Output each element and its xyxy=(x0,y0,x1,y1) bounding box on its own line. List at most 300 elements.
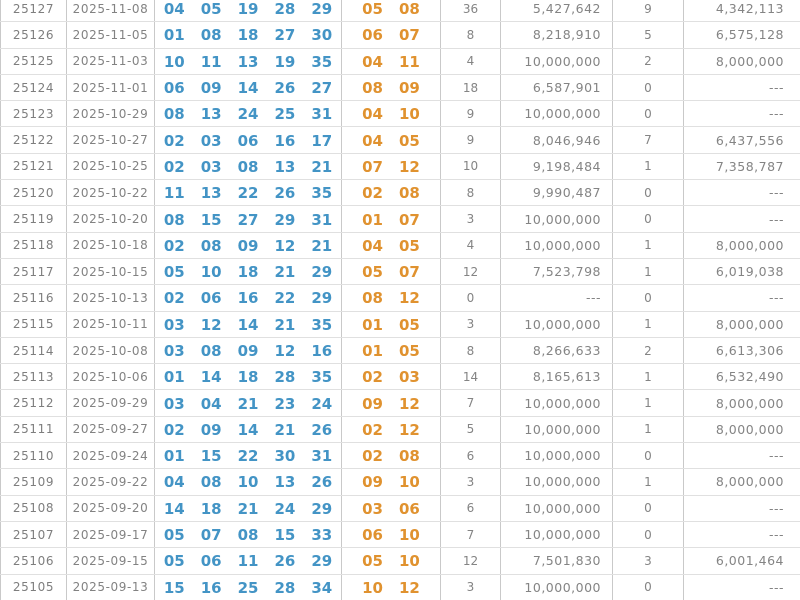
front-numbers-cell xyxy=(155,364,342,390)
amount1-cell: 6,587,901 xyxy=(501,74,613,100)
front-numbers-cell xyxy=(155,101,342,127)
date-cell: 2025-10-25 xyxy=(67,153,155,179)
count1-cell: 3 xyxy=(441,311,501,337)
amount2-cell: 6,437,556 xyxy=(684,127,800,153)
back-numbers-cell xyxy=(342,574,441,600)
issue-cell: 25116 xyxy=(1,285,67,311)
amount1-cell: --- xyxy=(501,285,613,311)
count1-cell: 7 xyxy=(441,521,501,547)
back-number: 06 xyxy=(362,526,383,545)
count2-cell: 1 xyxy=(613,469,684,495)
back-numbers-cell xyxy=(342,22,441,48)
table-row xyxy=(1,0,800,22)
front-numbers-cell xyxy=(155,153,342,179)
back-number: 08 xyxy=(399,447,420,466)
front-numbers-cell xyxy=(155,22,342,48)
issue-cell: 25124 xyxy=(1,74,67,100)
front-numbers-cell xyxy=(155,548,342,574)
front-number: 01 xyxy=(163,447,185,466)
front-number: 29 xyxy=(274,210,296,229)
issue-cell: 25120 xyxy=(1,180,67,206)
date-cell: 2025-10-18 xyxy=(67,232,155,258)
date-cell: 2025-10-08 xyxy=(67,337,155,363)
front-numbers-cell xyxy=(155,416,342,442)
amount1-cell: 10,000,000 xyxy=(501,206,613,232)
count2-cell: 1 xyxy=(613,390,684,416)
count1-cell: 36 xyxy=(441,0,501,22)
table-row xyxy=(1,469,800,495)
front-number: 17 xyxy=(311,131,333,150)
front-numbers-cell xyxy=(155,127,342,153)
front-number: 27 xyxy=(237,210,259,229)
front-number: 27 xyxy=(311,79,333,98)
front-number: 06 xyxy=(237,131,259,150)
front-numbers-cell xyxy=(155,443,342,469)
front-number: 13 xyxy=(274,157,296,176)
front-number: 28 xyxy=(274,368,296,387)
date-cell: 2025-09-22 xyxy=(67,469,155,495)
back-number: 10 xyxy=(399,552,420,571)
front-number: 03 xyxy=(200,131,222,150)
front-number: 14 xyxy=(237,420,259,439)
count2-cell: 1 xyxy=(613,232,684,258)
front-number: 11 xyxy=(163,184,185,203)
front-number: 35 xyxy=(311,368,333,387)
back-number: 07 xyxy=(399,26,420,45)
front-number: 09 xyxy=(200,420,222,439)
count2-cell: 1 xyxy=(613,258,684,284)
front-number: 31 xyxy=(311,447,333,466)
results-table-body xyxy=(1,0,800,600)
amount1-cell: 8,046,946 xyxy=(501,127,613,153)
back-numbers-cell xyxy=(342,337,441,363)
front-number: 26 xyxy=(274,184,296,203)
back-number: 02 xyxy=(362,184,383,203)
back-number: 10 xyxy=(399,526,420,545)
date-cell: 2025-10-22 xyxy=(67,180,155,206)
amount1-cell: 10,000,000 xyxy=(501,311,613,337)
front-number: 14 xyxy=(237,79,259,98)
date-cell: 2025-10-20 xyxy=(67,206,155,232)
front-number: 04 xyxy=(163,473,185,492)
back-numbers-cell xyxy=(342,416,441,442)
count1-cell: 10 xyxy=(441,153,501,179)
count1-cell: 4 xyxy=(441,48,501,74)
front-number: 35 xyxy=(311,52,333,71)
front-number: 01 xyxy=(163,368,185,387)
front-number: 03 xyxy=(163,342,185,360)
front-number: 29 xyxy=(311,499,333,518)
count1-cell: 5 xyxy=(441,416,501,442)
amount1-cell: 10,000,000 xyxy=(501,574,613,600)
issue-cell: 25111 xyxy=(1,416,67,442)
count1-cell: 9 xyxy=(441,101,501,127)
back-number: 02 xyxy=(362,368,383,387)
back-numbers-cell xyxy=(342,495,441,521)
back-number: 08 xyxy=(399,184,420,203)
front-number: 21 xyxy=(237,394,259,413)
back-number: 09 xyxy=(362,473,383,492)
issue-cell: 25125 xyxy=(1,48,67,74)
amount1-cell: 10,000,000 xyxy=(501,101,613,127)
back-number: 12 xyxy=(399,157,420,176)
front-number: 19 xyxy=(274,52,296,71)
back-numbers-cell xyxy=(342,74,441,100)
back-number: 12 xyxy=(399,578,420,597)
amount2-cell: 6,613,306 xyxy=(684,337,800,363)
back-number: 01 xyxy=(362,342,383,360)
count2-cell: 5 xyxy=(613,22,684,48)
front-number: 22 xyxy=(274,289,296,308)
back-number: 05 xyxy=(399,315,420,334)
count2-cell: 0 xyxy=(613,206,684,232)
front-number: 14 xyxy=(163,499,185,518)
front-number: 02 xyxy=(163,236,185,255)
front-number: 24 xyxy=(274,499,296,518)
table-row xyxy=(1,548,800,574)
table-row xyxy=(1,101,800,127)
issue-cell: 25119 xyxy=(1,206,67,232)
back-numbers-cell xyxy=(342,469,441,495)
front-number: 25 xyxy=(274,105,296,124)
front-number: 19 xyxy=(237,0,259,19)
count2-cell: 7 xyxy=(613,127,684,153)
front-number: 21 xyxy=(311,157,333,176)
front-number: 08 xyxy=(200,26,222,45)
front-numbers-cell xyxy=(155,495,342,521)
back-number: 01 xyxy=(362,315,383,334)
amount1-cell: 7,523,798 xyxy=(501,258,613,284)
front-numbers-cell xyxy=(155,48,342,74)
front-number: 05 xyxy=(163,526,185,545)
back-numbers-cell xyxy=(342,101,441,127)
count2-cell: 0 xyxy=(613,101,684,127)
back-number: 05 xyxy=(362,552,383,571)
date-cell: 2025-09-20 xyxy=(67,495,155,521)
back-number: 05 xyxy=(362,0,383,19)
front-number: 08 xyxy=(163,105,185,124)
back-number: 08 xyxy=(399,0,420,19)
issue-cell: 25123 xyxy=(1,101,67,127)
count1-cell: 6 xyxy=(441,495,501,521)
count1-cell: 3 xyxy=(441,469,501,495)
front-number: 02 xyxy=(163,131,185,150)
amount1-cell: 5,427,642 xyxy=(501,0,613,22)
amount2-cell: 8,000,000 xyxy=(684,232,800,258)
issue-cell: 25115 xyxy=(1,311,67,337)
front-number: 24 xyxy=(311,394,333,413)
front-number: 08 xyxy=(200,473,222,492)
date-cell: 2025-09-17 xyxy=(67,521,155,547)
front-number: 35 xyxy=(311,315,333,334)
back-numbers-cell xyxy=(342,153,441,179)
front-numbers-cell xyxy=(155,232,342,258)
date-cell: 2025-10-27 xyxy=(67,127,155,153)
front-numbers-cell xyxy=(155,74,342,100)
front-number: 08 xyxy=(163,210,185,229)
table-row xyxy=(1,390,800,416)
front-number: 13 xyxy=(274,473,296,492)
table-row xyxy=(1,153,800,179)
front-number: 04 xyxy=(163,0,185,19)
back-number: 10 xyxy=(399,105,420,124)
issue-cell: 25122 xyxy=(1,127,67,153)
table-row xyxy=(1,285,800,311)
count1-cell: 9 xyxy=(441,127,501,153)
issue-cell: 25118 xyxy=(1,232,67,258)
front-number: 15 xyxy=(274,526,296,545)
amount2-cell: --- xyxy=(684,180,800,206)
back-number: 05 xyxy=(399,342,420,360)
amount2-cell: 6,001,464 xyxy=(684,548,800,574)
date-cell: 2025-09-15 xyxy=(67,548,155,574)
front-number: 18 xyxy=(237,368,259,387)
front-number: 25 xyxy=(237,578,259,597)
back-numbers-cell xyxy=(342,443,441,469)
front-number: 05 xyxy=(163,552,185,571)
amount1-cell: 8,218,910 xyxy=(501,22,613,48)
back-number: 07 xyxy=(362,157,383,176)
back-numbers-cell xyxy=(342,285,441,311)
count1-cell: 3 xyxy=(441,574,501,600)
date-cell: 2025-10-29 xyxy=(67,101,155,127)
count1-cell: 8 xyxy=(441,337,501,363)
count1-cell: 0 xyxy=(441,285,501,311)
count2-cell: 0 xyxy=(613,180,684,206)
front-number: 13 xyxy=(237,52,259,71)
front-number: 29 xyxy=(311,289,333,308)
issue-cell: 25109 xyxy=(1,469,67,495)
count2-cell: 1 xyxy=(613,416,684,442)
table-row xyxy=(1,337,800,363)
amount2-cell: 7,358,787 xyxy=(684,153,800,179)
issue-cell: 25106 xyxy=(1,548,67,574)
back-number: 04 xyxy=(362,105,383,124)
front-numbers-cell xyxy=(155,337,342,363)
back-number: 07 xyxy=(399,210,420,229)
count2-cell: 0 xyxy=(613,521,684,547)
count1-cell: 3 xyxy=(441,206,501,232)
count2-cell: 1 xyxy=(613,364,684,390)
table-row xyxy=(1,416,800,442)
front-number: 02 xyxy=(163,157,185,176)
front-numbers-cell xyxy=(155,285,342,311)
back-numbers-cell xyxy=(342,364,441,390)
amount2-cell: 8,000,000 xyxy=(684,390,800,416)
front-number: 21 xyxy=(274,263,296,282)
back-number: 04 xyxy=(362,52,383,71)
front-number: 15 xyxy=(200,447,222,466)
count1-cell: 6 xyxy=(441,443,501,469)
front-number: 27 xyxy=(274,26,296,45)
front-number: 13 xyxy=(200,105,222,124)
amount1-cell: 9,990,487 xyxy=(501,180,613,206)
front-number: 05 xyxy=(163,263,185,282)
back-number: 04 xyxy=(362,131,383,150)
amount1-cell: 9,198,484 xyxy=(501,153,613,179)
count1-cell: 12 xyxy=(441,258,501,284)
table-row xyxy=(1,206,800,232)
table-row xyxy=(1,574,800,600)
front-numbers-cell xyxy=(155,469,342,495)
count1-cell: 8 xyxy=(441,22,501,48)
count1-cell: 14 xyxy=(441,364,501,390)
amount1-cell: 10,000,000 xyxy=(501,495,613,521)
back-numbers-cell xyxy=(342,521,441,547)
date-cell: 2025-11-03 xyxy=(67,48,155,74)
front-numbers-cell xyxy=(155,258,342,284)
issue-cell: 25108 xyxy=(1,495,67,521)
back-number: 02 xyxy=(362,420,383,439)
front-number: 10 xyxy=(163,52,185,71)
back-number: 03 xyxy=(399,368,420,387)
front-number: 05 xyxy=(200,0,222,19)
count2-cell: 0 xyxy=(613,574,684,600)
back-numbers-cell xyxy=(342,311,441,337)
amount1-cell: 10,000,000 xyxy=(501,390,613,416)
front-number: 16 xyxy=(200,578,222,597)
table-row xyxy=(1,521,800,547)
count2-cell: 2 xyxy=(613,337,684,363)
count2-cell: 0 xyxy=(613,443,684,469)
front-number: 14 xyxy=(237,315,259,334)
count2-cell: 0 xyxy=(613,74,684,100)
back-number: 06 xyxy=(399,499,420,518)
back-numbers-cell xyxy=(342,258,441,284)
front-number: 26 xyxy=(311,473,333,492)
back-number: 06 xyxy=(362,26,383,45)
back-number: 08 xyxy=(362,79,383,98)
front-number: 02 xyxy=(163,289,185,308)
front-number: 08 xyxy=(200,342,222,360)
amount1-cell: 8,165,613 xyxy=(501,364,613,390)
front-number: 03 xyxy=(200,157,222,176)
front-number: 15 xyxy=(163,578,185,597)
front-number: 16 xyxy=(311,342,333,360)
issue-cell: 25117 xyxy=(1,258,67,284)
front-number: 18 xyxy=(200,499,222,518)
front-number: 06 xyxy=(200,552,222,571)
front-number: 08 xyxy=(237,526,259,545)
count2-cell: 0 xyxy=(613,285,684,311)
issue-cell: 25127 xyxy=(1,0,67,22)
front-numbers-cell xyxy=(155,180,342,206)
amount1-cell: 10,000,000 xyxy=(501,416,613,442)
issue-cell: 25112 xyxy=(1,390,67,416)
table-row xyxy=(1,495,800,521)
front-number: 22 xyxy=(237,184,259,203)
front-number: 33 xyxy=(311,526,333,545)
front-number: 02 xyxy=(163,420,185,439)
amount2-cell: 8,000,000 xyxy=(684,469,800,495)
front-number: 12 xyxy=(200,315,222,334)
front-number: 30 xyxy=(311,26,333,45)
front-number: 03 xyxy=(163,315,185,334)
back-number: 03 xyxy=(362,499,383,518)
issue-cell: 25113 xyxy=(1,364,67,390)
amount1-cell: 10,000,000 xyxy=(501,469,613,495)
table-row xyxy=(1,180,800,206)
back-numbers-cell xyxy=(342,232,441,258)
amount1-cell: 10,000,000 xyxy=(501,443,613,469)
count1-cell: 12 xyxy=(441,548,501,574)
front-number: 16 xyxy=(274,131,296,150)
table-row xyxy=(1,311,800,337)
front-number: 09 xyxy=(237,236,259,255)
front-numbers-cell xyxy=(155,521,342,547)
front-number: 10 xyxy=(237,473,259,492)
amount2-cell: 8,000,000 xyxy=(684,48,800,74)
date-cell: 2025-10-13 xyxy=(67,285,155,311)
table-row xyxy=(1,48,800,74)
back-numbers-cell xyxy=(342,390,441,416)
amount1-cell: 7,501,830 xyxy=(501,548,613,574)
back-number: 12 xyxy=(399,289,420,308)
amount1-cell: 8,266,633 xyxy=(501,337,613,363)
front-number: 18 xyxy=(237,26,259,45)
front-number: 31 xyxy=(311,105,333,124)
back-numbers-cell xyxy=(342,127,441,153)
front-number: 06 xyxy=(163,79,185,98)
front-number: 26 xyxy=(274,552,296,571)
count2-cell: 3 xyxy=(613,548,684,574)
back-numbers-cell xyxy=(342,206,441,232)
front-number: 21 xyxy=(274,420,296,439)
count1-cell: 18 xyxy=(441,74,501,100)
table-row xyxy=(1,74,800,100)
front-number: 21 xyxy=(274,315,296,334)
amount2-cell: 8,000,000 xyxy=(684,311,800,337)
issue-cell: 25114 xyxy=(1,337,67,363)
back-number: 02 xyxy=(362,447,383,466)
front-number: 21 xyxy=(311,236,333,255)
front-number: 30 xyxy=(274,447,296,466)
table-row xyxy=(1,127,800,153)
amount2-cell: --- xyxy=(684,285,800,311)
front-number: 11 xyxy=(237,552,259,571)
back-numbers-cell xyxy=(342,0,441,22)
front-numbers-cell xyxy=(155,311,342,337)
date-cell: 2025-10-15 xyxy=(67,258,155,284)
front-number: 12 xyxy=(274,236,296,255)
back-number: 10 xyxy=(399,473,420,492)
amount2-cell: --- xyxy=(684,101,800,127)
date-cell: 2025-09-13 xyxy=(67,574,155,600)
count1-cell: 8 xyxy=(441,180,501,206)
front-numbers-cell xyxy=(155,206,342,232)
back-numbers-cell xyxy=(342,548,441,574)
front-number: 06 xyxy=(200,289,222,308)
date-cell: 2025-11-08 xyxy=(67,0,155,22)
front-numbers-cell xyxy=(155,390,342,416)
front-number: 13 xyxy=(200,184,222,203)
amount2-cell: --- xyxy=(684,574,800,600)
back-number: 05 xyxy=(399,236,420,255)
front-number: 29 xyxy=(311,263,333,282)
back-number: 05 xyxy=(399,131,420,150)
front-number: 09 xyxy=(200,79,222,98)
front-number: 01 xyxy=(163,26,185,45)
front-number: 12 xyxy=(274,342,296,360)
amount2-cell: --- xyxy=(684,495,800,521)
back-number: 01 xyxy=(362,210,383,229)
back-number: 07 xyxy=(399,263,420,282)
back-numbers-cell xyxy=(342,48,441,74)
front-number: 08 xyxy=(237,157,259,176)
issue-cell: 25110 xyxy=(1,443,67,469)
amount2-cell: --- xyxy=(684,443,800,469)
front-number: 26 xyxy=(274,79,296,98)
